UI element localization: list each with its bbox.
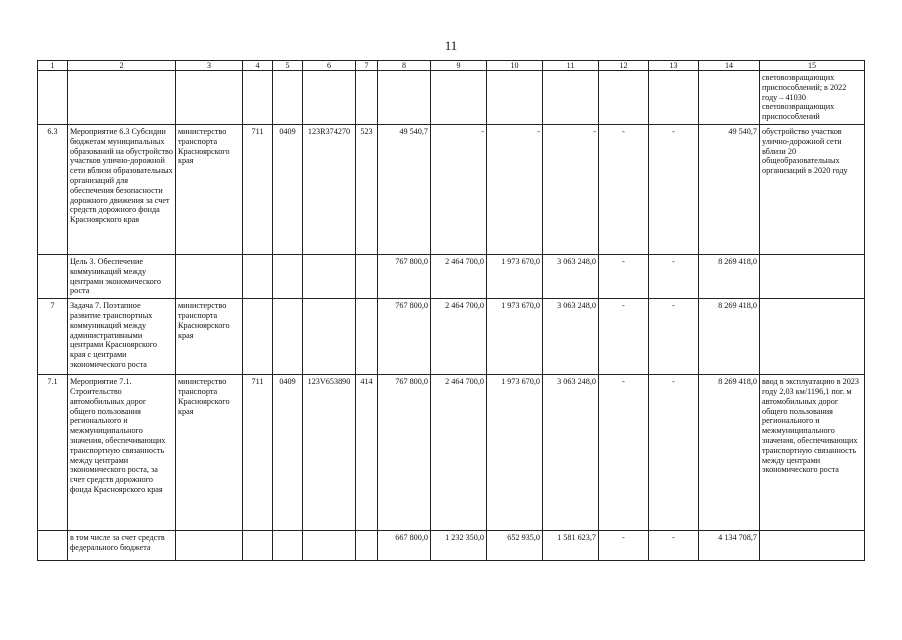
table-cell-col-2: Цель 3. Обеспечение коммуникаций между центрами экономического роста [68, 254, 176, 298]
header-cell: 5 [273, 61, 303, 71]
table-cell-col-14: 4 134 708,7 [699, 531, 760, 561]
table-cell-col-3 [176, 531, 243, 561]
table-cell-col-10: 1 973 670,0 [487, 299, 543, 375]
table-cell-col-15: ввод в эксплуатацию в 2023 году 2,03 км/1196,1 пог. м автомобильных дорог общего пользования регионального и межмуниципального значения, обеспечивающих транспортную связанность между центрами экономического роста [760, 375, 865, 531]
table-cell-col-10: - [487, 124, 543, 254]
table-cell-col-5: 0409 [273, 124, 303, 254]
table-cell-col-1: 6.3 [38, 124, 68, 254]
budget-table [37, 60, 865, 561]
table-cell-col-3: министерство транспорта Красноярского края [176, 299, 243, 375]
table-cell-col-9: - [431, 124, 487, 254]
table-cell-col-15: световозвращающих приспособлений; в 2022 году – 41030 световозвращающих приспособлений [760, 71, 865, 125]
table-cell-col-11: 3 063 248,0 [543, 254, 599, 298]
table-cell-col-5 [273, 531, 303, 561]
table-cell-col-4 [243, 299, 273, 375]
table-cell-col-4: 711 [243, 375, 273, 531]
table-cell-col-13: - [649, 375, 699, 531]
table-cell-col-11: - [543, 124, 599, 254]
table-cell-col-14: 49 540,7 [699, 124, 760, 254]
table-cell-col-7 [356, 71, 378, 125]
header-cell: 15 [760, 61, 865, 71]
table-cell-col-10: 652 935,0 [487, 531, 543, 561]
table-cell-col-4: 711 [243, 124, 273, 254]
table-cell-col-12: - [599, 531, 649, 561]
table-cell-col-14: 8 269 418,0 [699, 375, 760, 531]
header-cell: 8 [378, 61, 431, 71]
header-row [38, 61, 865, 71]
table-row [38, 254, 865, 298]
header-cell: 12 [599, 61, 649, 71]
table-cell-col-7 [356, 531, 378, 561]
table-cell-col-6 [303, 71, 356, 125]
table-cell-col-12: - [599, 254, 649, 298]
table-cell-col-8: 767 800,0 [378, 375, 431, 531]
header-cell: 6 [303, 61, 356, 71]
table-cell-col-3: министерство транспорта Красноярского края [176, 124, 243, 254]
table-cell-col-12: - [599, 299, 649, 375]
table-cell-col-12 [599, 71, 649, 125]
table-cell-col-13: - [649, 531, 699, 561]
header-cell: 7 [356, 61, 378, 71]
table-cell-col-1: 7 [38, 299, 68, 375]
table-cell-col-11: 3 063 248,0 [543, 375, 599, 531]
table-cell-col-10 [487, 71, 543, 125]
table-row [38, 71, 865, 125]
table-cell-col-5 [273, 71, 303, 125]
table-cell-col-4 [243, 71, 273, 125]
table-cell-col-13: - [649, 254, 699, 298]
table-cell-col-3 [176, 71, 243, 125]
table-cell-col-4 [243, 254, 273, 298]
table-cell-col-13 [649, 71, 699, 125]
table-cell-col-14: 8 269 418,0 [699, 299, 760, 375]
table-cell-col-7: 414 [356, 375, 378, 531]
table-cell-col-9: 2 464 700,0 [431, 299, 487, 375]
table-cell-col-7 [356, 254, 378, 298]
table-cell-col-7: 523 [356, 124, 378, 254]
table-cell-col-11 [543, 71, 599, 125]
table-cell-col-15 [760, 299, 865, 375]
table-cell-col-7 [356, 299, 378, 375]
table-cell-col-2: в том числе за счет средств федерального бюджета [68, 531, 176, 561]
table-cell-col-6 [303, 531, 356, 561]
table-cell-col-3: министерство транспорта Красноярского края [176, 375, 243, 531]
header-cell: 13 [649, 61, 699, 71]
table-cell-col-1 [38, 254, 68, 298]
table-cell-col-2 [68, 71, 176, 125]
table-cell-col-1: 7.1 [38, 375, 68, 531]
table-row [38, 124, 865, 254]
table-cell-col-5 [273, 254, 303, 298]
table-row [38, 375, 865, 531]
header-cell: 2 [68, 61, 176, 71]
table-cell-col-8: 767 800,0 [378, 254, 431, 298]
table-cell-col-1 [38, 531, 68, 561]
table-row [38, 299, 865, 375]
header-cell: 11 [543, 61, 599, 71]
table-cell-col-15 [760, 254, 865, 298]
table-cell-col-1 [38, 71, 68, 125]
table-cell-col-3 [176, 254, 243, 298]
table-cell-col-15 [760, 531, 865, 561]
table-cell-col-5 [273, 299, 303, 375]
table-cell-col-13: - [649, 299, 699, 375]
table-cell-col-8 [378, 71, 431, 125]
table-cell-col-8: 667 800,0 [378, 531, 431, 561]
table-cell-col-10: 1 973 670,0 [487, 254, 543, 298]
table-cell-col-2: Мероприятие 7.1. Строительство автомобильных дорог общего пользования регионального и межмуниципального значения, обеспечивающих транспортную связанность между центрами экономического роста, за счет средств дорожного фонда Красноярского края [68, 375, 176, 531]
table-cell-col-12: - [599, 375, 649, 531]
header-cell: 1 [38, 61, 68, 71]
table-cell-col-10: 1 973 670,0 [487, 375, 543, 531]
header-cell: 14 [699, 61, 760, 71]
header-cell: 3 [176, 61, 243, 71]
table-cell-col-4 [243, 531, 273, 561]
table-cell-col-2: Мероприятие 6.3 Субсидии бюджетам муниципальных образований на обустройство участков улично-дорожной сети вблизи образовательных организаций для обеспечения безопасности дорожного движения за счет средств дорожного фонда Красноярского края [68, 124, 176, 254]
table-cell-col-15: обустройство участков улично-дорожной сети вблизи 20 общеобразовательных организаций в 2020 году [760, 124, 865, 254]
table-cell-col-9: 2 464 700,0 [431, 375, 487, 531]
page-number: 11 [444, 38, 458, 53]
table-cell-col-8: 49 540,7 [378, 124, 431, 254]
table-cell-col-11: 3 063 248,0 [543, 299, 599, 375]
table-cell-col-2: Задача 7. Поэтапное развитие транспортных коммуникаций между административными центрами Красноярского края с центрами экономического роста [68, 299, 176, 375]
table-row [38, 531, 865, 561]
table-cell-col-9: 1 232 350,0 [431, 531, 487, 561]
table-cell-col-6: 123V653890 [303, 375, 356, 531]
table-cell-col-8: 767 800,0 [378, 299, 431, 375]
table-cell-col-6: 123R374270 [303, 124, 356, 254]
table-cell-col-14: 8 269 418,0 [699, 254, 760, 298]
table-cell-col-6 [303, 254, 356, 298]
table-cell-col-13: - [649, 124, 699, 254]
header-cell: 4 [243, 61, 273, 71]
header-cell: 9 [431, 61, 487, 71]
table-cell-col-5: 0409 [273, 375, 303, 531]
table-cell-col-9 [431, 71, 487, 125]
table-cell-col-14 [699, 71, 760, 125]
table-cell-col-9: 2 464 700,0 [431, 254, 487, 298]
table-cell-col-11: 1 581 623,7 [543, 531, 599, 561]
table-cell-col-12: - [599, 124, 649, 254]
header-cell: 10 [487, 61, 543, 71]
table-cell-col-6 [303, 299, 356, 375]
